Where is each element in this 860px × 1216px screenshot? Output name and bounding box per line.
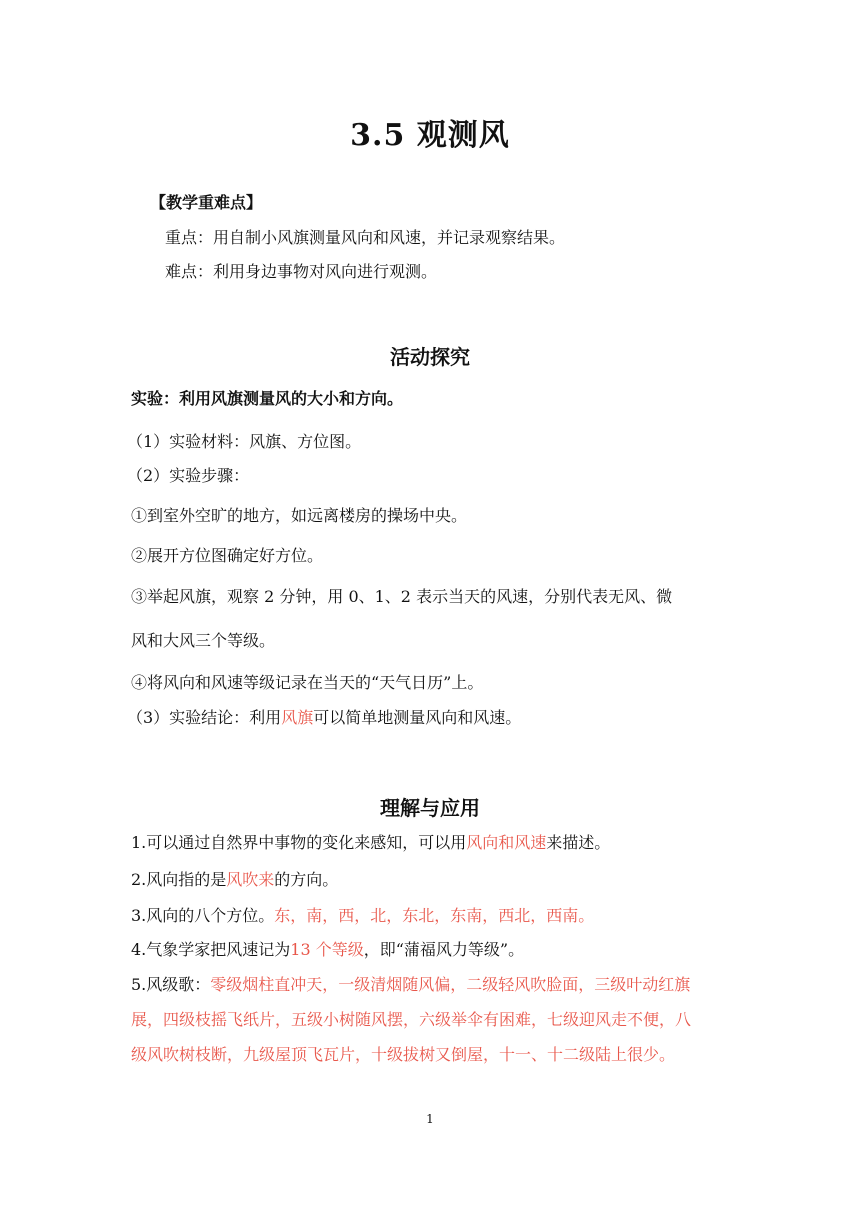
q5-answer-line-1: 零级烟柱直冲天，一级清烟随风偏，二级轻风吹脸面，三级叶动红旗	[210, 975, 691, 994]
conclusion-prefix: （3）实验结论：利用	[127, 708, 282, 727]
page-title: 3.5 观测风	[350, 118, 510, 153]
experiment-title: 实验：利用风旗测量风的大小和方向。	[131, 389, 404, 408]
question-1	[131, 830, 610, 853]
q1-answer: 风向和风速	[466, 833, 547, 852]
step-1: ①到室外空旷的地方，如远离楼房的操场中央。	[131, 506, 468, 525]
question-3	[131, 903, 594, 926]
activity-heading: 活动探究	[390, 345, 470, 369]
difficulty-point: 难点：利用身边事物对风向进行观测。	[165, 262, 438, 281]
step-2: ②展开方位图确定好方位。	[131, 546, 324, 565]
q2-answer: 风吹来	[226, 870, 275, 889]
q2-suffix: 的方向。	[274, 870, 339, 889]
q1-suffix: 来描述。	[546, 833, 611, 852]
conclusion-suffix: 可以简单地测量风向和风速。	[313, 708, 522, 727]
question-5-line-3: 级风吹树枝断，九级屋顶飞瓦片，十级拔树又倒屋，十一、十二级陆上很少。	[131, 1045, 676, 1064]
q4-answer: 13 个等级	[290, 940, 364, 959]
q5-prefix: 5.风级歌：	[131, 975, 211, 994]
page-number: 1	[426, 1112, 434, 1126]
experiment-materials: （1）实验材料：风旗、方位图。	[127, 432, 362, 451]
q4-suffix: ，即“蒲福风力等级”。	[363, 940, 525, 959]
experiment-conclusion	[127, 705, 521, 728]
question-5-line-2: 展，四级枝摇飞纸片，五级小树随风摆，六级举伞有困难，七级迎风走不便，八	[131, 1010, 692, 1029]
q1-prefix: 1.可以通过自然界中事物的变化来感知，可以用	[131, 833, 467, 852]
q2-prefix: 2.风向指的是	[131, 870, 227, 889]
step-4: ④将风向和风速等级记录在当天的“天气日历”上。	[131, 673, 484, 692]
question-4	[131, 937, 524, 960]
experiment-steps-label: （2）实验步骤：	[127, 466, 250, 485]
step-3-line-2: 风和大风三个等级。	[131, 631, 276, 650]
step-3-line-1: ③举起风旗，观察 2 分钟，用 0、1、2 表示当天的风速，分别代表无风、微	[131, 587, 673, 606]
question-5-line-1	[131, 972, 690, 995]
focus-point: 重点：用自制小风旗测量风向和风速，并记录观察结果。	[165, 228, 566, 247]
conclusion-answer: 风旗	[281, 708, 314, 727]
key-points-heading: 【教学重难点】	[150, 193, 263, 212]
q3-prefix: 3.风向的八个方位。	[131, 906, 275, 925]
understanding-heading: 理解与应用	[380, 796, 480, 820]
q3-answer: 东，南，西，北，东北，东南，西北，西南。	[274, 906, 595, 925]
q4-prefix: 4.气象学家把风速记为	[131, 940, 291, 959]
question-2	[131, 867, 338, 890]
